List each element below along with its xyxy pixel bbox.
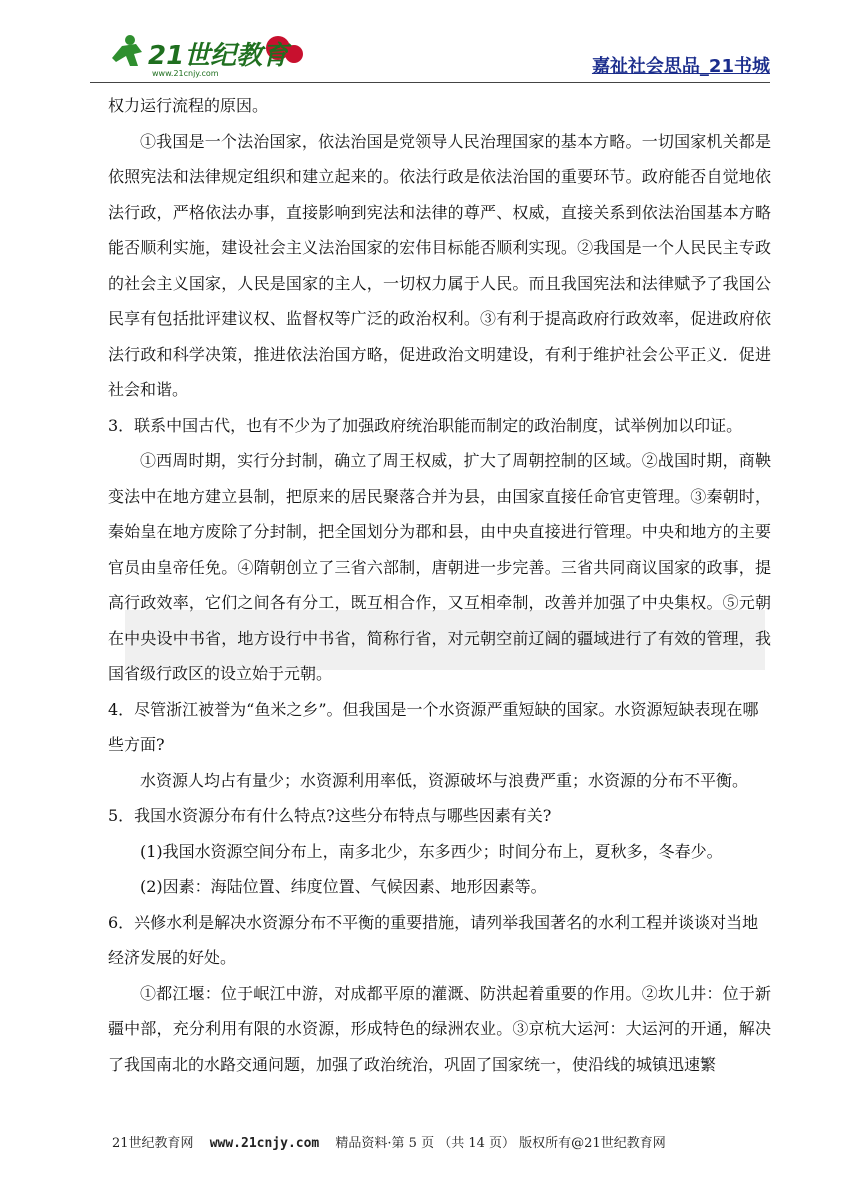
logo-url: www.21cnjy.com: [152, 69, 219, 78]
footer-page-info: 精品资料·第 5 页 （共 14 页） 版权所有@21世纪教育网: [335, 1136, 666, 1151]
footer-url[interactable]: www.21cnjy.com: [209, 1136, 320, 1151]
page-footer: [112, 1132, 666, 1151]
answer-paragraph: (2)因素：海陆位置、纬度位置、气候因素、地形因素等。: [140, 877, 547, 896]
answer-paragraph: ①西周时期，实行分封制，确立了周王权威，扩大了周朝控制的区域。②战国时期，商鞅变法中在地方建立县制，把原来的居民聚落合并为县，由国家直接任命官吏管理。③秦朝时，秦始皇在地方废除了分封制，把全国划分为郡和县，由中央直接进行管理。中央和地方的主要官员由皇帝任免。④隋朝创立了三省六部制，唐朝进一步完善。三省共同商议国家的政事，提高行政效率，它们之间各有分工，既互相合作，又互相牵制，改善并加强了中央集权。⑤元朝在中央设中书省，地方设行中书省，简称行省，对元朝空前辽阔的疆域进行了有效的管理，我国省级行政区的设立始于元朝。: [108, 451, 771, 683]
page-header: [90, 30, 770, 83]
site-logo: [108, 32, 318, 78]
question-3: 3．联系中国古代，也有不少为了加强政府统治职能而制定的政治制度，试举例加以印证。: [108, 415, 743, 435]
question-4: 4．尽管浙江被誉为“鱼米之乡”。但我国是一个水资源严重短缺的国家。水资源短缺表现在哪些方面?: [108, 699, 759, 754]
answer-paragraph: ①我国是一个法治国家，依法治国是党领导人民治理国家的基本方略。一切国家机关都是依照宪法和法律规定组织和建立起来的。依法行政是依法治国的重要环节。政府能否自觉地依法行政，严格依法办事，直接影响到宪法和法律的尊严、权威，直接关系到依法治国基本方略能否顺利实施，建设社会主义法治国家的宏伟目标能否顺利实现。②我国是一个人民民主专政的社会主义国家，人民是国家的主人，一切权力属于人民。而且我国宪法和法律赋予了我国公民享有包括批评建议权、监督权等广泛的政治权利。③有利于提高政府行政效率，促进政府依法行政和科学决策，推进依法治国方略，促进政治文明建设，有利于维护社会公平正义．促进社会和谐。: [108, 131, 771, 399]
document-body: [108, 88, 771, 1082]
answer-paragraph: 水资源人均占有量少；水资源利用率低，资源破坏与浪费严重；水资源的分布不平衡。: [140, 770, 749, 790]
logo-text: 21世纪教育: [148, 41, 289, 71]
paragraph: 权力运行流程的原因。: [108, 96, 269, 115]
question-6: 6．兴修水利是解决水资源分布不平衡的重要措施，请列举我国著名的水利工程并谈谈对当地经济发展的好处。: [108, 912, 759, 967]
answer-paragraph: (1)我国水资源空间分布上，南多北少，东多西少；时间分布上，夏秋多，冬春少。: [140, 841, 723, 861]
question-5: 5．我国水资源分布有什么特点?这些分布特点与哪些因素有关?: [108, 806, 552, 825]
answer-paragraph: ①都江堰：位于岷江中游，对成都平原的灌溉、防洪起着重要的作用。②坎儿井：位于新疆中部，充分利用有限的水资源，形成特色的绿洲农业。③京杭大运河：大运河的开通，解决了我国南北的水路交通问题，加强了政治统治，巩固了国家统一，使沿线的城镇迅速繁: [108, 983, 771, 1074]
footer-site-name: 21世纪教育网: [112, 1136, 194, 1151]
site-title-link[interactable]: 嘉祉社会思品_21书城: [591, 56, 770, 77]
